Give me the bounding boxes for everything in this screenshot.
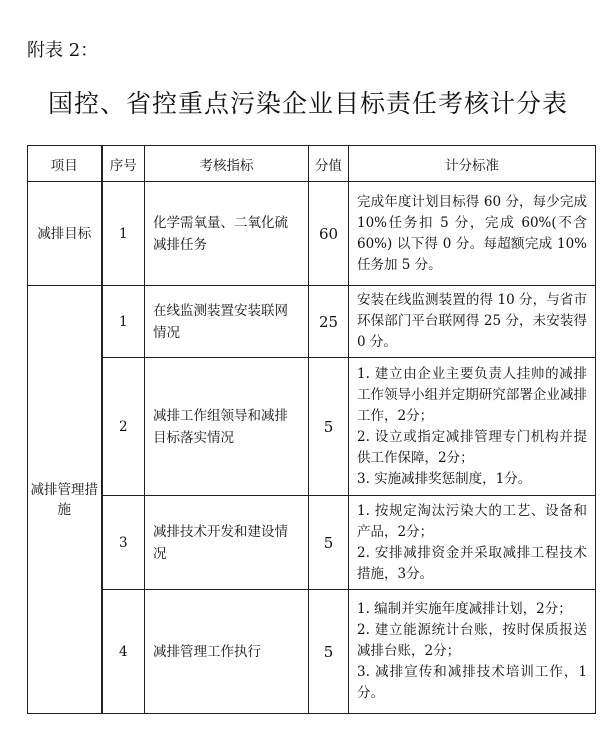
table-row	[28, 286, 596, 358]
criteria-line: 2. 建立能源统计台账，按时保质报送减排台账，2分；	[357, 622, 587, 659]
table-header-row	[28, 146, 596, 182]
criteria-line: 1. 编制并实施年度减排计划，2分；	[357, 601, 572, 617]
row-indicator: 化学需氧量、二氧化硫减排任务	[145, 182, 309, 286]
row-seq: 1	[102, 182, 145, 286]
criteria-line: 1. 按规定淘汰污染大的工艺、设备和产品，2分；	[357, 502, 587, 540]
row-criteria	[349, 590, 596, 714]
row-score: 5	[309, 590, 349, 714]
category-emission-target: 减排目标	[28, 182, 102, 286]
row-criteria	[349, 286, 596, 358]
row-score: 60	[309, 182, 349, 286]
row-indicator: 减排管理工作执行	[145, 590, 309, 714]
row-score: 5	[309, 496, 349, 590]
criteria-line: 3. 实施减排奖惩制度，1分。	[357, 470, 532, 487]
criteria-line: 2. 安排减排资金并采取减排工程技术措施，3分。	[357, 544, 587, 582]
category-label: 减排管理措施	[30, 481, 98, 518]
table-row	[28, 182, 596, 286]
document-title: 国控、省控重点污染企业目标责任考核计分表	[47, 89, 568, 118]
row-seq: 3	[102, 496, 145, 590]
row-criteria	[349, 182, 596, 286]
criteria-line: 2. 设立或指定减排管理专门机构并提供工作保障，2分；	[357, 428, 587, 466]
header-criteria: 计分标准	[349, 146, 596, 182]
row-score: 5	[309, 358, 349, 496]
row-score: 25	[309, 286, 349, 358]
criteria-line: 安装在线监测装置的得 10 分，与省市环保部门平台联网得 25 分，未安装得 0 分。	[357, 292, 587, 350]
header-indicator: 考核指标	[145, 146, 309, 182]
row-criteria	[349, 358, 596, 496]
header-score: 分值	[309, 146, 349, 182]
row-indicator: 在线监测装置安装联网情况	[145, 286, 309, 358]
header-item: 项目	[28, 146, 102, 182]
criteria-line: 1. 建立由企业主要负责人挂帅的减排工作领导小组并定期研究部署企业减排工作，2分；	[357, 365, 587, 424]
row-seq: 2	[102, 358, 145, 496]
category-emission-management	[28, 286, 102, 714]
criteria-line: 完成年度计划目标得 60 分，每少完成 10%任务扣 5 分，完成 60%(不含 60%) 以下得 0 分。每超额完成 10%任务加 5 分。	[357, 193, 587, 273]
annex-label: 附表 2：	[27, 40, 99, 61]
scoring-table	[27, 145, 596, 714]
table-row	[28, 590, 596, 714]
table-row	[28, 358, 596, 496]
row-criteria	[349, 496, 596, 590]
row-seq: 1	[102, 286, 145, 358]
row-seq: 4	[102, 590, 145, 714]
table-row	[28, 496, 596, 590]
criteria-line: 3. 减排宣传和减排技术培训工作，1分。	[357, 664, 587, 701]
row-indicator: 减排技术开发和建设情况	[145, 496, 309, 590]
row-indicator: 减排工作组领导和减排目标落实情况	[145, 358, 309, 496]
header-seq: 序号	[102, 146, 145, 182]
